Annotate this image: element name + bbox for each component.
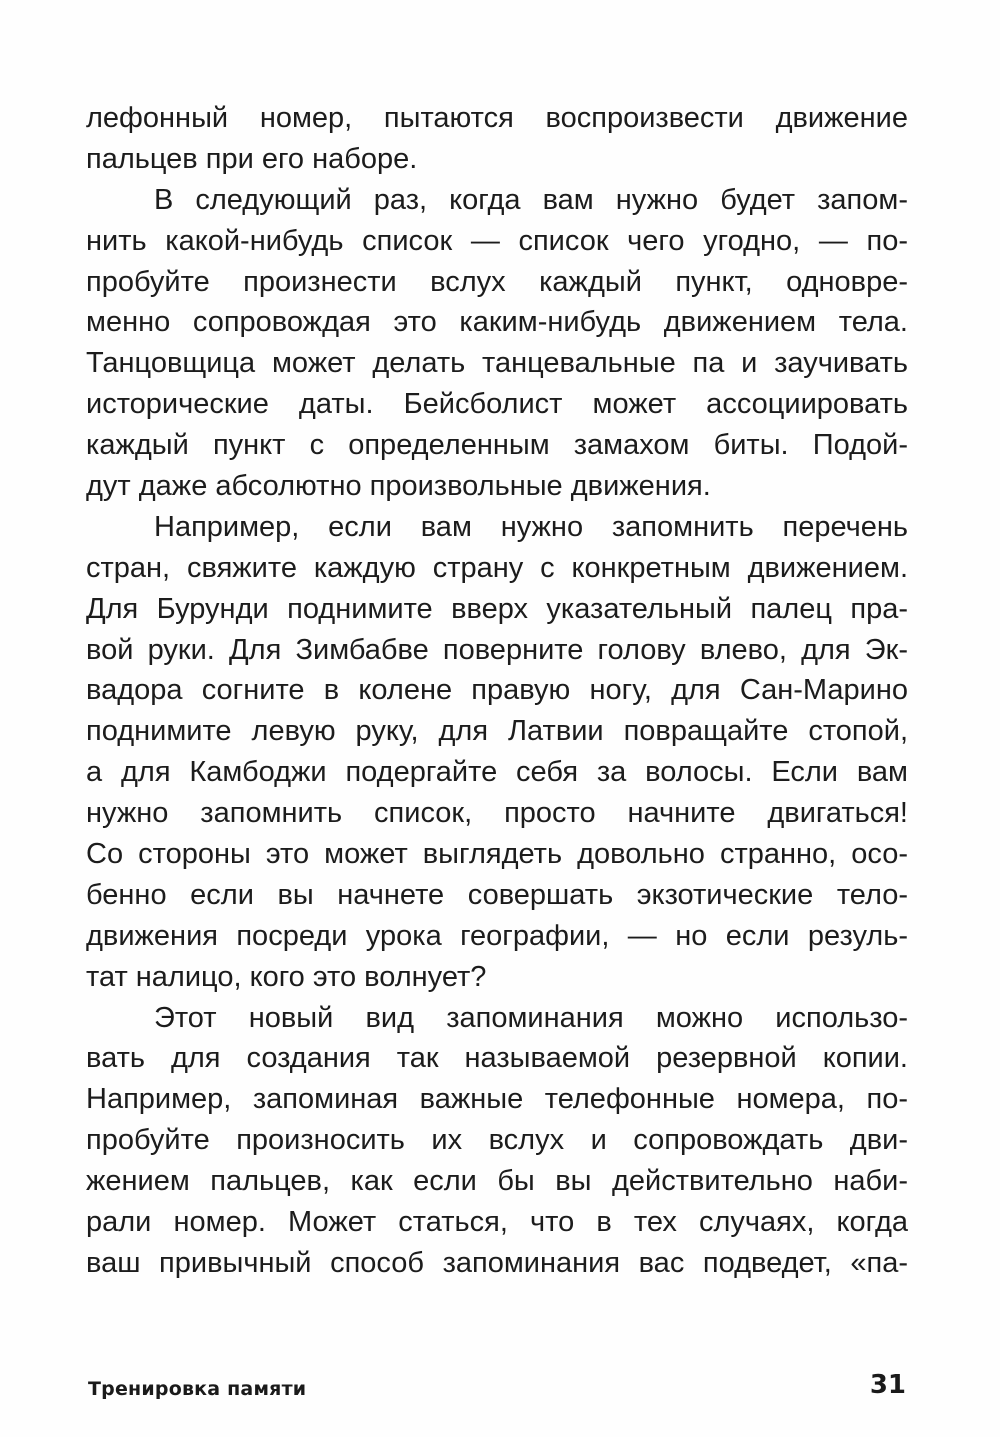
- text-line: Со стороны это может выглядеть довольно странно, осо-: [86, 838, 908, 871]
- text-line: бенно если вы начнете совершать экзотические тело-: [86, 878, 908, 911]
- text-line: Этот новый вид запоминания можно использо-: [154, 1001, 908, 1034]
- text-line: тат налицо, кого это волнует?: [86, 960, 487, 993]
- text-line: пробуйте произнести вслух каждый пункт, одновре-: [86, 265, 908, 298]
- running-footer-title: Тренировка памяти: [88, 1378, 307, 1400]
- text-line: а для Камбоджи подергайте себя за волосы. Если вам: [86, 756, 908, 789]
- body-text: [86, 98, 908, 1284]
- text-line: поднимите левую руку, для Латвии повращайте стопой,: [86, 715, 908, 748]
- text-line: жением пальцев, как если бы вы действительно наби-: [86, 1165, 908, 1198]
- paragraph: [86, 507, 908, 998]
- text-line: Например, запоминая важные телефонные номера, по-: [86, 1083, 908, 1116]
- text-line: вадора согните в колене правую ногу, для Сан-Марино: [86, 674, 908, 707]
- text-line: дут даже абсолютно произвольные движения.: [86, 470, 711, 503]
- page-number: 31: [869, 1370, 906, 1400]
- text-line: нужно запомнить список, просто начните двигаться!: [86, 797, 908, 830]
- paragraph: [86, 98, 908, 180]
- text-line: нить какой-нибудь список — список чего угодно, — по-: [86, 224, 908, 257]
- text-line: стран, свяжите каждую страну с конкретным движением.: [86, 551, 908, 584]
- paragraph: [86, 180, 908, 507]
- text-line: пальцев при его наборе.: [86, 142, 418, 175]
- text-line: Для Бурунди поднимите вверх указательный палец пра-: [86, 592, 908, 625]
- text-line: ваш привычный способ запоминания вас подведет, «па-: [86, 1246, 908, 1279]
- text-line: вать для создания так называемой резервной копии.: [86, 1042, 908, 1075]
- text-line: лефонный номер, пытаются воспроизвести движение: [86, 102, 908, 134]
- text-line: рали номер. Может статься, что в тех случаях, когда: [86, 1206, 908, 1239]
- text-line: В следующий раз, когда вам нужно будет запом-: [154, 183, 908, 216]
- text-line: исторические даты. Бейсболист может ассоциировать: [86, 388, 908, 421]
- text-line: вой руки. Для Зимбабве поверните голову влево, для Эк-: [86, 633, 908, 666]
- text-line: каждый пункт с определенным замахом биты. Подой-: [86, 429, 908, 462]
- text-line: движения посреди урока географии, — но если резуль-: [86, 919, 908, 952]
- text-line: Например, если вам нужно запомнить перечень: [154, 510, 908, 543]
- text-line: менно сопровождая это каким-нибудь движением тела.: [86, 306, 908, 339]
- text-line: Танцовщица может делать танцевальные па и заучивать: [86, 347, 908, 380]
- paragraph: [86, 998, 908, 1284]
- text-line: пробуйте произносить их вслух и сопровождать дви-: [86, 1124, 908, 1157]
